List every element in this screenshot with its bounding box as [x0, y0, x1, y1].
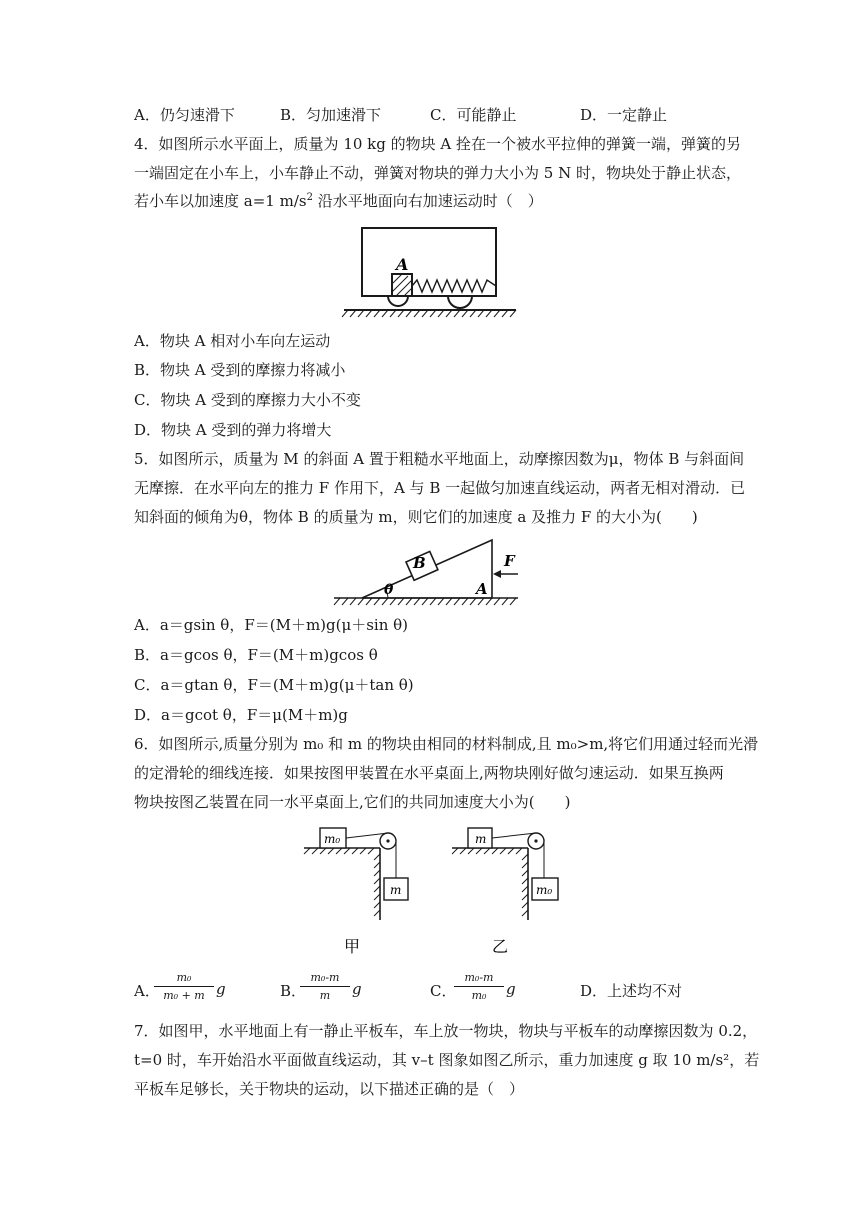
q6-option-b	[280, 970, 390, 1010]
q6-caption-jia: 甲	[344, 937, 361, 956]
q6-stem-line1: 6．如图所示,质量分别为 m₀ 和 m 的物块由相同的材料制成,且 m₀>m,将它们用通过轻而光滑	[134, 735, 759, 753]
q5-option-d: D．a＝gcot θ，F＝μ(M＋m)g	[134, 706, 348, 724]
q6-option-a-denominator: m₀ + m	[163, 989, 205, 1002]
q6-option-c-numerator: m₀-m	[464, 971, 494, 984]
q6-stem-line3: 物块按图乙装置在同一水平桌面上,它们的共同加速度大小为( )	[134, 793, 571, 811]
q7-stem-line3: 平板车足够长，关于物块的运动，以下描述正确的是（ ）	[134, 1080, 525, 1098]
q6-jia-top-block-label: m₀	[324, 832, 341, 846]
q6-option-c-g: g	[506, 980, 516, 998]
q5-stem-line3: 知斜面的倾角为θ，物体 B 的质量为 m，则它们的加速度 a 及推力 F 的大小为( )	[134, 508, 698, 526]
q6-figure-jia	[300, 824, 416, 962]
q3-option-b: B．匀加速滑下	[280, 106, 382, 124]
q6-option-b-numerator: m₀-m	[310, 971, 340, 984]
q6-option-c-fraction	[454, 970, 504, 1005]
q6-option-b-denominator: m	[319, 989, 331, 1002]
q6-option-d: D．上述均不对	[580, 982, 683, 1000]
q4-figure-label-a: A	[396, 255, 409, 274]
q6-option-a-numerator: m₀	[176, 971, 192, 984]
q6-option-c-denominator: m₀	[471, 989, 487, 1002]
q6-stem-line2: 的定滑轮的细线连接．如果按图甲装置在水平桌面上,两物块刚好做匀速运动．如果互换两	[134, 764, 724, 782]
q5-stem-line2: 无摩擦．在水平向左的推力 F 作用下，A 与 B 一起做匀加速直线运动，两者无相对滑动．已	[134, 479, 746, 497]
q5-incline-label-a: A	[476, 580, 488, 598]
q5-stem-line1: 5．如图所示，质量为 M 的斜面 A 置于粗糙水平地面上，动摩擦因数为μ，物体 B 与斜面间	[134, 450, 745, 468]
q6-option-b-label: B．	[280, 982, 307, 1000]
q4-stem-line2: 一端固定在小车上，小车静止不动，弹簧对物块的弹力大小为 5 N 时，物块处于静止状态，	[134, 164, 741, 182]
q5-force-label-f: F	[504, 552, 515, 570]
q6-option-a-fraction	[154, 970, 214, 1005]
q6-yi-top-block-label: m	[475, 832, 487, 846]
q5-option-b: B．a＝gcos θ，F＝(M＋m)gcos θ	[134, 646, 378, 664]
q6-caption-yi: 乙	[492, 937, 509, 956]
q3-option-d: D．一定静止	[580, 106, 668, 124]
q6-yi-hanging-block-label: m₀	[536, 883, 553, 897]
q4-stem-line3: 若小车以加速度 a=1 $m/s^2$ 沿水平地面向右加速运动时（ ）	[134, 192, 543, 210]
q6-option-b-g: g	[352, 980, 362, 998]
q4-stem-line1: 4．如图所示水平面上，质量为 10 kg 的物块 A 拴在一个被水平拉伸的弹簧一端，弹簧的另	[134, 135, 741, 153]
q5-option-c: C．a＝gtan θ，F＝(M＋m)g(μ＋tan θ)	[134, 676, 414, 694]
q6-option-c	[430, 970, 540, 1010]
q7-stem-line1: 7．如图甲，水平地面上有一静止平板车，车上放一物块，物块与平板车的动摩擦因数为 0.2，	[134, 1022, 758, 1040]
q4-option-c: C．物块 A 受到的摩擦力大小不变	[134, 391, 361, 409]
q6-option-b-fraction	[300, 970, 350, 1005]
q5-option-a: A．a＝gsin θ，F＝(M＋m)g(μ＋sin θ)	[134, 616, 409, 634]
q5-angle-theta: θ	[384, 582, 394, 598]
q6-option-c-label: C．	[430, 982, 457, 1000]
q6-figure-yi	[448, 824, 564, 962]
q6-option-a	[134, 970, 254, 1010]
q4-option-d: D．物块 A 受到的弹力将增大	[134, 421, 332, 439]
q3-option-a: A．仍匀速滑下	[134, 106, 235, 124]
q4-cart-spring-figure	[340, 224, 520, 320]
q6-option-a-g: g	[216, 980, 226, 998]
q6-jia-hanging-block-label: m	[390, 883, 402, 897]
q5-incline-figure	[332, 536, 522, 608]
q3-option-c: C．可能静止	[430, 106, 517, 124]
q6-option-a-label: A．	[134, 982, 160, 1000]
q5-block-label-b: B	[413, 554, 426, 572]
q4-option-b: B．物块 A 受到的摩擦力将减小	[134, 361, 346, 379]
q7-stem-line2: t=0 时，车开始沿水平面做直线运动，其 v–t 图象如图乙所示，重力加速度 g 取 10 m/s²，若	[134, 1051, 760, 1069]
q4-option-a: A．物块 A 相对小车向左运动	[134, 332, 331, 350]
